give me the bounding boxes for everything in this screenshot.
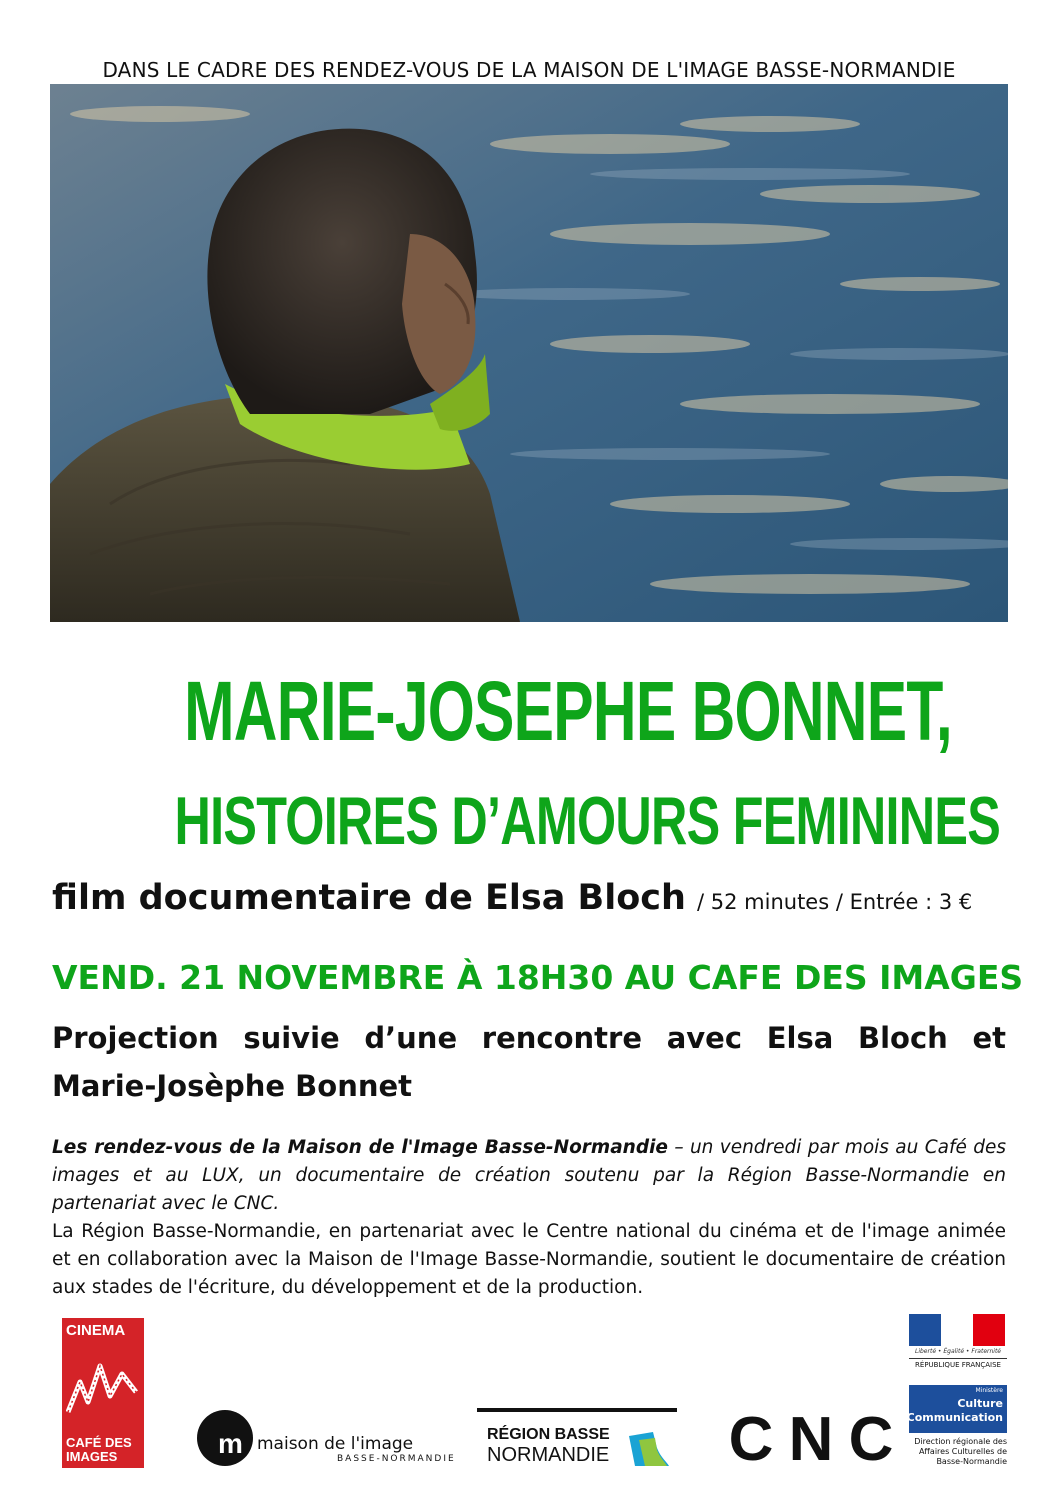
cafe-des-images-logo — [62, 1318, 144, 1468]
title-line-1: MARIE-JOSEPHE BONNET, — [184, 664, 952, 758]
culture-direction: Direction régionale des Affaires Culturelles de Basse-Normandie — [914, 1437, 1007, 1466]
header-kicker: DANS LE CADRE DES RENDEZ-VOUS DE LA MAISON DE L'IMAGE BASSE-NORMANDIE — [102, 58, 956, 82]
culture-line-2: Communication — [906, 1411, 1003, 1424]
body-paragraph-2: La Région Basse-Normandie, en partenariat avec le Centre national du cinéma et de l'image animée et en collaboration avec la Maison de l'Image Basse-Normandie, soutient le documentaire de création aux stades de l'écriture, du développement et de la production. — [52, 1221, 1006, 1298]
cnc-logo — [724, 1405, 902, 1474]
event-description: Projection suivie d’une rencontre avec Elsa Bloch et Marie-Josèphe Bonnet — [52, 1021, 1006, 1103]
film-strip-icon — [66, 1352, 140, 1422]
cnc-letter-2: N — [788, 1405, 834, 1474]
subtitle-meta: / 52 minutes / Entrée : 3 € — [697, 890, 973, 914]
cnc-letter-3: C — [848, 1405, 894, 1474]
mdi-name: maison de l'image — [257, 1434, 414, 1454]
cafe-logo-bottom: CAFÉ DES IMAGES — [66, 1435, 132, 1464]
body-lead-rest: – un vendredi par mois au Café des images et au LUX, un documentaire de création soutenu par la Région Basse-Normandie en partenariat avec le CNC. — [52, 1137, 1006, 1214]
culture-line-1: Culture — [957, 1397, 1003, 1410]
event-date: VEND. 21 NOVEMBRE À 18H30 AU CAFE DES IMAGES — [52, 958, 1024, 997]
region-line-2: NORMANDIE — [487, 1444, 610, 1466]
cnc-letter-1: C — [728, 1405, 774, 1474]
republique-francaise-logo — [909, 1314, 1007, 1372]
title-line-2: HISTOIRES D’AMOURS FEMININES — [174, 783, 1001, 859]
cafe-logo-top: CINEMA — [66, 1322, 126, 1339]
culture-ministere: Ministère — [975, 1387, 1003, 1394]
region-basse-normandie-logo — [477, 1408, 677, 1472]
rf-name: RÉPUBLIQUE FRANÇAISE — [909, 1358, 1007, 1369]
mdi-sub: BASSE-NORMANDIE — [337, 1454, 456, 1464]
subtitle-main: film documentaire de Elsa Bloch — [52, 878, 686, 918]
subtitle — [52, 878, 1012, 918]
ministere-culture-logo — [906, 1385, 1007, 1471]
hero-photo — [50, 84, 1008, 622]
french-flag-icon — [909, 1314, 1005, 1346]
region-line-1: RÉGION BASSE — [487, 1426, 610, 1443]
region-wave-icon — [627, 1430, 671, 1468]
body-lead: Les rendez-vous de la Maison de l'Image Basse-Normandie — [52, 1137, 668, 1158]
maison-de-l-image-logo: m maison de l'image BASSE-NORMANDIE — [197, 1410, 457, 1470]
rf-motto: Liberté • Égalité • Fraternité — [914, 1348, 1001, 1355]
body-text — [52, 1134, 1006, 1302]
